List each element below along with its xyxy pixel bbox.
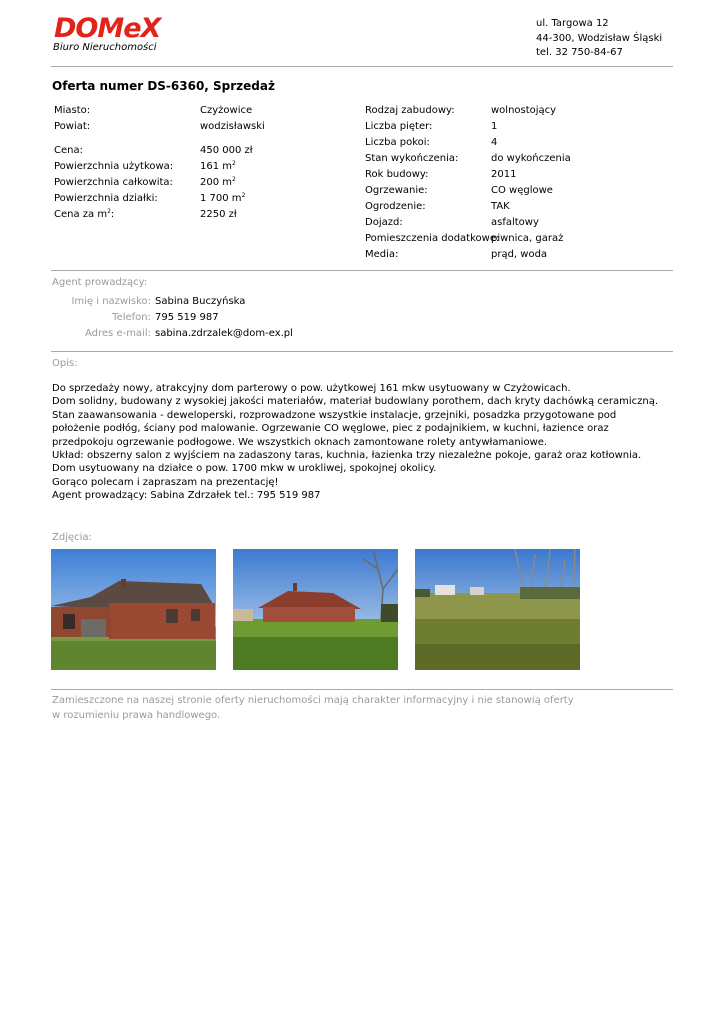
agent-email[interactable]: sabina.zdrzalek@dom-ex.pl	[155, 328, 293, 339]
property-photo-1[interactable]	[51, 549, 216, 670]
description-line: Gorąco polecam i zapraszam na prezentację!	[52, 476, 279, 488]
disclaimer-line: Zamieszczone na naszej stronie oferty nieruchomości mają charakter informacyjny i nie stanowią oferty	[52, 695, 574, 706]
value-cena-m2: 2250 zł	[200, 209, 237, 220]
agent-name: Sabina Buczyńska	[155, 296, 246, 307]
value-pomieszczenia: piwnica, garaż	[491, 233, 564, 244]
details-divider	[51, 270, 673, 271]
value-dojazd: asfaltowy	[491, 217, 539, 228]
disclaimer-line: w rozumieniu prawa handlowego.	[52, 709, 221, 721]
label-liczba-pieter: Liczba pięter:	[365, 121, 433, 132]
value-stan-wykonczenia: do wykończenia	[491, 153, 571, 164]
company-logo-subtitle: Biuro Nieruchomości	[53, 42, 157, 53]
value-pow-uzytkowa: 161 $m^2$	[200, 160, 236, 172]
label-pow-calkowita: Powierzchnia całkowita:	[54, 177, 173, 188]
value-pow-calkowita: 200 $m^2$	[200, 176, 236, 188]
value-rok-budowy: 2011	[491, 169, 517, 180]
value-liczba-pokoi: 4	[491, 137, 498, 148]
label-liczba-pokoi: Liczba pokoi:	[365, 137, 430, 148]
value-miasto: Czyżowice	[200, 105, 253, 116]
description-line: Agent prowadzący: Sabina Zdrzałek tel.: 795 519 987	[52, 490, 321, 502]
details-right-labels	[365, 103, 499, 263]
agent-section-label: Agent prowadzący:	[52, 277, 148, 288]
value-ogrodzenie: TAK	[491, 201, 510, 212]
photos-section-label: Zdjęcia:	[52, 532, 92, 543]
address-phone: tel. 32 750-84-67	[536, 47, 623, 58]
label-dojazd: Dojazd:	[365, 217, 403, 228]
label-media: Media:	[365, 249, 399, 260]
label-ogrodzenie: Ogrodzenie:	[365, 201, 426, 212]
label-rodzaj-zabudowy: Rodzaj zabudowy:	[365, 105, 455, 116]
description-section-label: Opis:	[52, 358, 78, 369]
value-powiat: wodzisławski	[200, 121, 265, 132]
label-stan-wykonczenia: Stan wykończenia:	[365, 153, 459, 164]
label-rok-budowy: Rok budowy:	[365, 169, 429, 180]
description-line: Dom solidny, budowany z wysokiej jakości materiałów, materiał budowlany porothem, dach kryty dachówką ceramiczną. Stan zaawansowania - deweloperski, rozprowadzone wszystkie instalacje, grzejniki, posadzka przygotowane pod położenie podłóg, ściany pod malowanie. Ogrzewanie CO węglowe, piec z podajnikiem, w kuchni, łazience oraz przedpokoju ogrzewanie podłogowe. We wszystkich oknach zamontowane rolety antywłamaniowe.	[52, 396, 659, 448]
description-line: Dom usytuowany na działce o pow. 1700 mkw w urokliwej, spokojnej okolicy.	[52, 463, 437, 475]
value-rodzaj-zabudowy: wolnostojący	[491, 105, 557, 116]
description-text	[52, 382, 662, 503]
value-pow-dzialki: 1 700 $m^2$	[200, 192, 246, 204]
value-ogrzewanie: CO węglowe	[491, 185, 553, 196]
value-cena: 450 000 zł	[200, 145, 253, 156]
agent-phone-label: Telefon:	[112, 312, 151, 323]
label-pow-uzytkowa: Powierzchnia użytkowa:	[54, 161, 174, 172]
label-powiat: Powiat:	[54, 121, 91, 132]
label-ogrzewanie: Ogrzewanie:	[365, 185, 428, 196]
disclaimer	[52, 694, 574, 723]
agent-divider	[51, 351, 673, 352]
agent-name-label: Imię i nazwisko:	[71, 296, 151, 307]
agent-email-label: Adres e-mail:	[84, 328, 151, 339]
description-line: Układ: obszerny salon z wyjściem na zadaszony taras, kuchnia, łazienka trzy niezależne pokoje, garaż oraz kotłownia.	[52, 450, 642, 462]
address-street: ul. Targowa 12	[536, 18, 609, 29]
property-photo-2[interactable]	[233, 549, 398, 670]
agent-phone[interactable]: 795 519 987	[155, 312, 219, 323]
details-right-values	[491, 103, 571, 263]
value-liczba-pieter: 1	[491, 121, 498, 132]
company-logo: DOMeX	[54, 13, 161, 44]
details-left-labels	[54, 103, 173, 223]
label-cena-m2: Cena za $m^2$:	[54, 208, 115, 220]
label-miasto: Miasto:	[54, 105, 91, 116]
address-city: 44-300, Wodzisław Śląski	[536, 32, 663, 44]
offer-title: Oferta numer DS-6360, Sprzedaż	[52, 79, 275, 93]
header-divider	[51, 66, 673, 67]
value-media: prąd, woda	[491, 249, 548, 260]
property-photo-3[interactable]	[415, 549, 580, 670]
details-left-values	[200, 103, 265, 223]
label-cena: Cena:	[54, 145, 83, 156]
description-line: Do sprzedaży nowy, atrakcyjny dom parterowy o pow. użytkowej 161 mkw usytuowany w Czyżowicach.	[52, 383, 571, 394]
label-pomieszczenia: Pomieszczenia dodatkowe:	[365, 233, 500, 244]
company-address	[536, 17, 662, 61]
label-pow-dzialki: Powierzchnia działki:	[54, 193, 158, 204]
footer-divider	[51, 689, 673, 690]
